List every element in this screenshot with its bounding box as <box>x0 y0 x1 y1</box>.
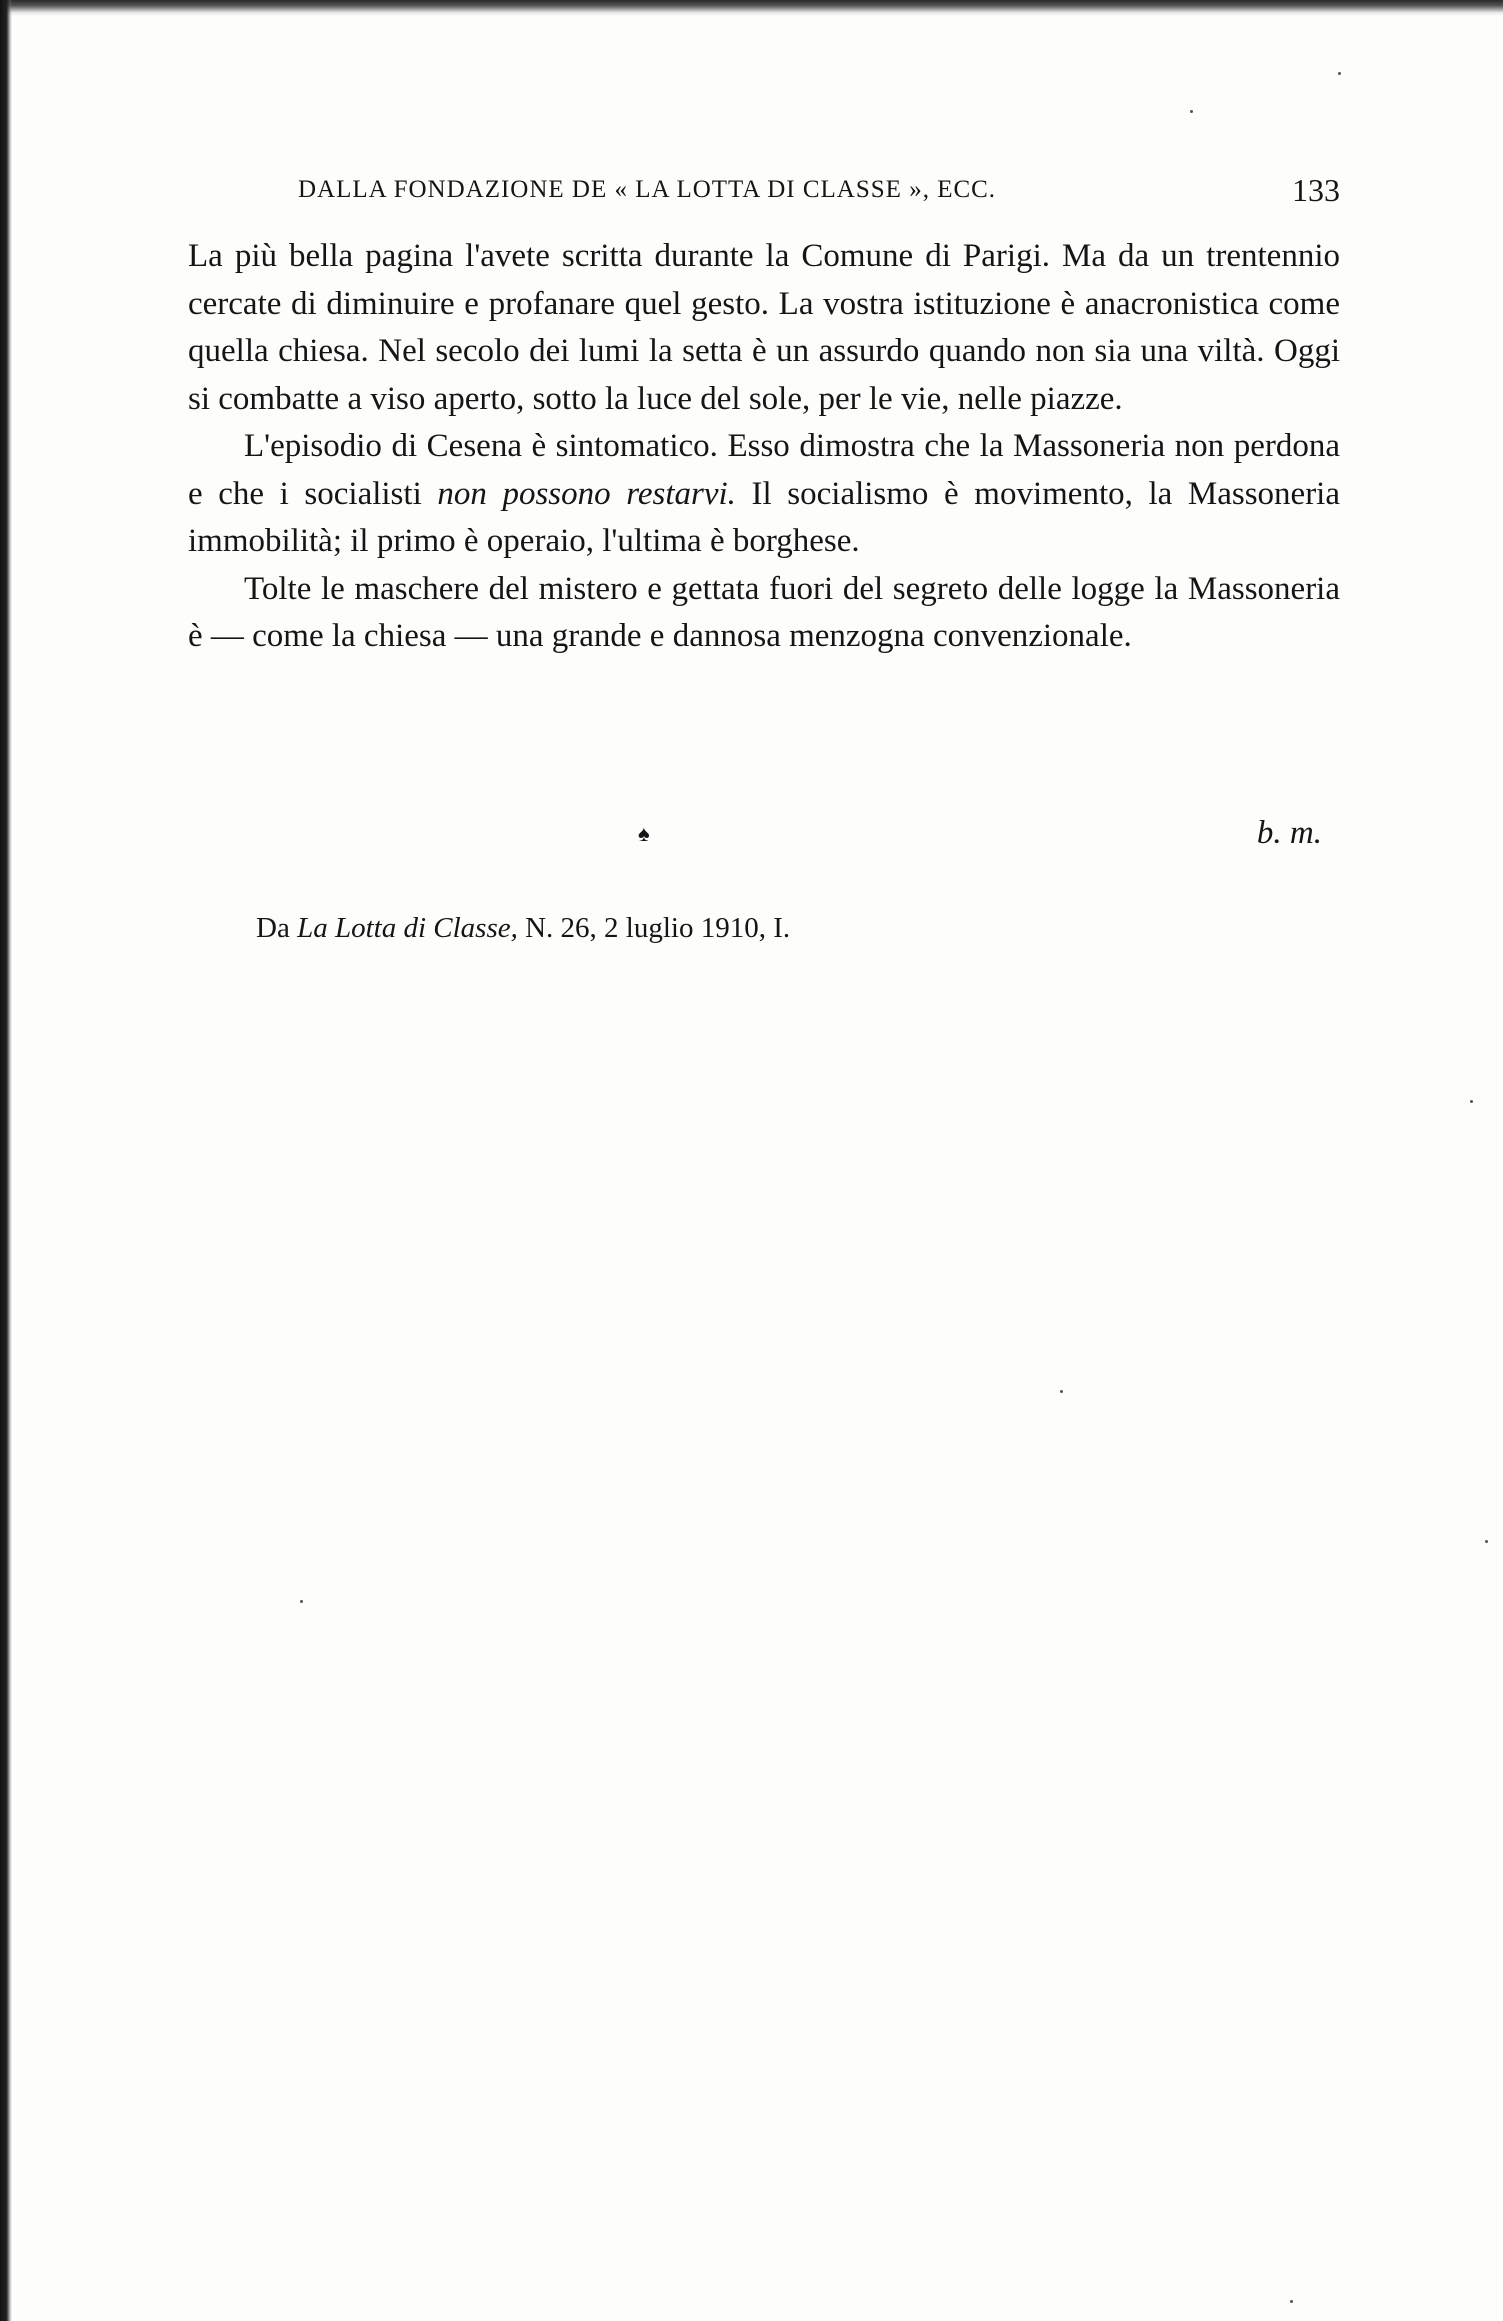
scan-speck <box>1338 72 1341 75</box>
ornament-icon: ♠ <box>638 821 650 846</box>
running-title: DALLA FONDAZIONE DE « LA LOTTA DI CLASSE », ECC. <box>298 176 997 203</box>
scan-speck <box>1190 110 1193 113</box>
source-title: La Lotta di Classe, <box>297 912 518 944</box>
scan-top-edge <box>0 0 1503 16</box>
source-details: N. 26, 2 luglio 1910, I. <box>517 912 791 944</box>
paragraph-2 <box>188 423 1340 566</box>
scan-speck <box>1485 1540 1488 1543</box>
scan-speck <box>300 1600 303 1603</box>
scan-speck <box>1290 2300 1293 2303</box>
page-number: 133 <box>1292 172 1340 208</box>
paragraph-2-text-end: Il socialismo è movimento, la Massoneria immobilità; il primo è operaio, l'ultima è borghese. <box>188 475 1340 559</box>
source-note <box>256 912 790 945</box>
paragraph-3: Tolte le maschere del mistero e gettata fuori del segreto delle logge la Massoneria è — come la chiesa — una grande e dannosa menzogna convenzionale. <box>188 570 1340 654</box>
source-prefix: Da <box>256 912 298 944</box>
paragraph-1: La più bella pagina l'avete scritta durante la Comune di Parigi. Ma da un trentennio cercate di diminuire e profanare quel gesto. La vostra istituzione è anacronistica come quella chiesa. Nel secolo dei lumi la setta è un assurdo quando non sia una viltà. Oggi si combatte a viso aperto, sotto la luce del sole, per le vie, nelle piazze. <box>188 238 1340 417</box>
signature-row <box>188 815 1340 865</box>
paragraph-2-italic: non possono restarvi. <box>437 475 736 512</box>
paragraph-2-text-start: L'episodio di Cesena è sintomatico. Esso dimostra che la Massoneria non perdona e che i socialisti <box>188 428 1340 512</box>
scan-speck <box>1060 1390 1063 1393</box>
author-signature: b. m. <box>1256 815 1322 851</box>
scan-speck <box>1470 1100 1473 1103</box>
running-header <box>188 172 1340 212</box>
body-text <box>188 233 1340 661</box>
scan-left-edge <box>0 0 12 2321</box>
